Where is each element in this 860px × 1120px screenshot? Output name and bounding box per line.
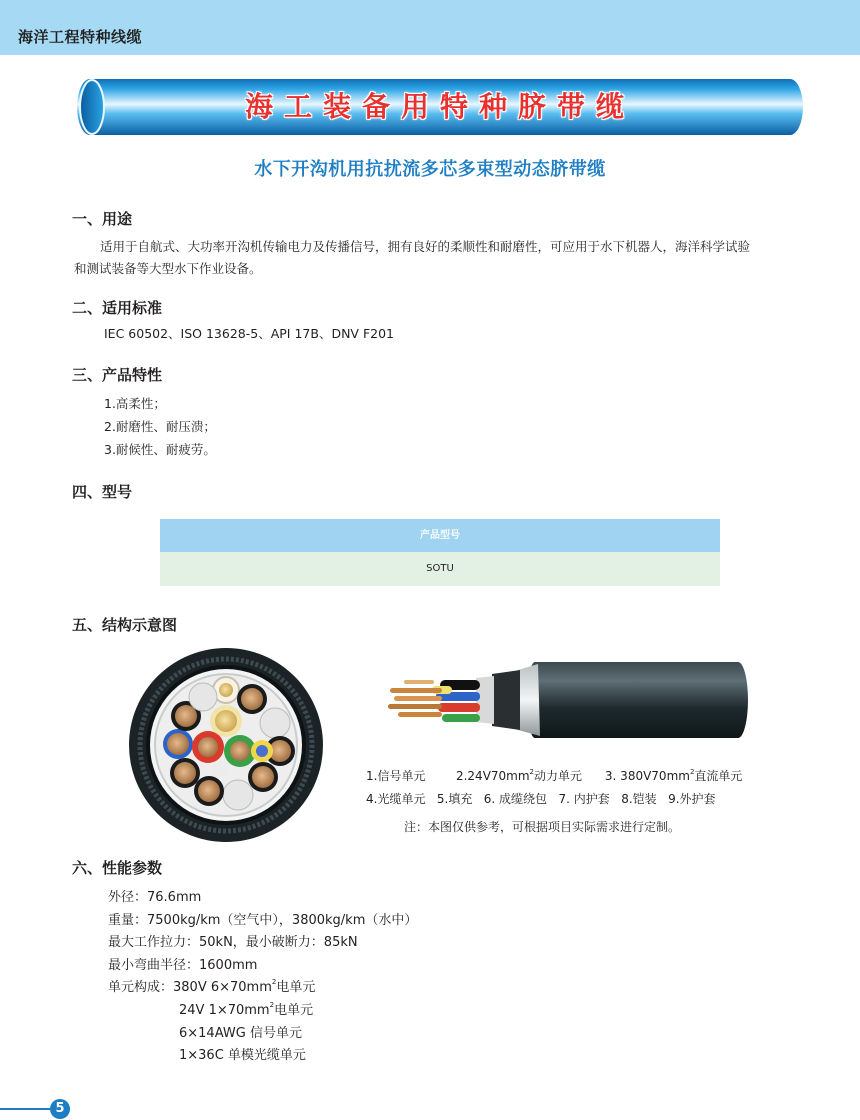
- structure-legend-row2: 4.光缆单元 5.填充 6. 成缆绕包 7. 内护套 8.铠装 9.外护套: [366, 792, 716, 806]
- standards-heading: 二、适用标准: [72, 299, 163, 317]
- feature-item: 2.耐磨性、耐压溃；: [104, 419, 216, 434]
- performance-params: [108, 887, 417, 1068]
- banner-title: 海工装备用特种脐带缆: [244, 90, 635, 123]
- standards-text: IEC 60502、ISO 13628-5、API 17B、DNV F201: [104, 326, 394, 341]
- page-number: 5: [50, 1099, 70, 1119]
- product-subtitle: 水下开沟机用抗扰流多芯多束型动态脐带缆: [254, 159, 606, 180]
- legend-item-2: $2.24V70mm^2$动力单元: [455, 768, 583, 783]
- usage-text-line2: 和测试装备等大型水下作业设备。: [74, 261, 262, 276]
- top-header-bar: [0, 0, 860, 55]
- param-outer-diameter: 外径：76.6mm: [108, 890, 202, 905]
- usage-heading: 一、用途: [72, 210, 133, 228]
- param-weight: 重量：7500kg/km（空气中），3800kg/km（水中）: [108, 912, 418, 928]
- param-units-line1: 单元构成：380V $6\times 70mm^2$电单元: [108, 978, 316, 996]
- usage-text-line1: 适用于自航式、大功率开沟机传输电力及传播信号，拥有良好的柔顺性和耐磨性，可应用于水下机器人，海洋科学试验: [100, 239, 751, 254]
- param-bend-radius: 最小弯曲半径：1600mm: [108, 957, 258, 973]
- feature-item: 1.高柔性；: [104, 396, 166, 411]
- features-heading: 三、产品特性: [72, 366, 163, 384]
- param-tension: 最大工作拉力：50kN，最小破断力：85kN: [108, 935, 358, 951]
- title-banner: [76, 78, 804, 136]
- cable-cross-section-image: [128, 647, 324, 843]
- structure-note: 注：本图仅供参考，可根据项目实际需求进行定制。: [404, 820, 681, 834]
- structure-heading: 五、结构示意图: [72, 616, 178, 634]
- feature-item: 3.耐候性、耐疲劳。: [104, 442, 216, 457]
- param-units-line2: 24V $1\times 70mm^2$电单元: [179, 1000, 314, 1018]
- model-heading: 四、型号: [72, 483, 133, 501]
- legend-item-3: 3. $380V70mm^2$直流单元: [604, 768, 743, 783]
- model-table-value: SOTU: [160, 552, 720, 586]
- page-number-rule: [0, 1108, 50, 1110]
- param-units-line4: 1×36C 单模光缆单元: [179, 1048, 306, 1064]
- cable-side-view-image: [380, 650, 750, 742]
- header-title: 海洋工程特种线缆: [18, 28, 143, 46]
- structure-legend-row1: [366, 767, 742, 784]
- param-units-line3: 6×14AWG 信号单元: [179, 1025, 302, 1041]
- legend-item-1: 1.信号单元: [366, 769, 426, 783]
- model-table: [160, 519, 720, 586]
- model-table-header: 产品型号: [160, 519, 720, 552]
- performance-heading: 六、性能参数: [72, 859, 163, 877]
